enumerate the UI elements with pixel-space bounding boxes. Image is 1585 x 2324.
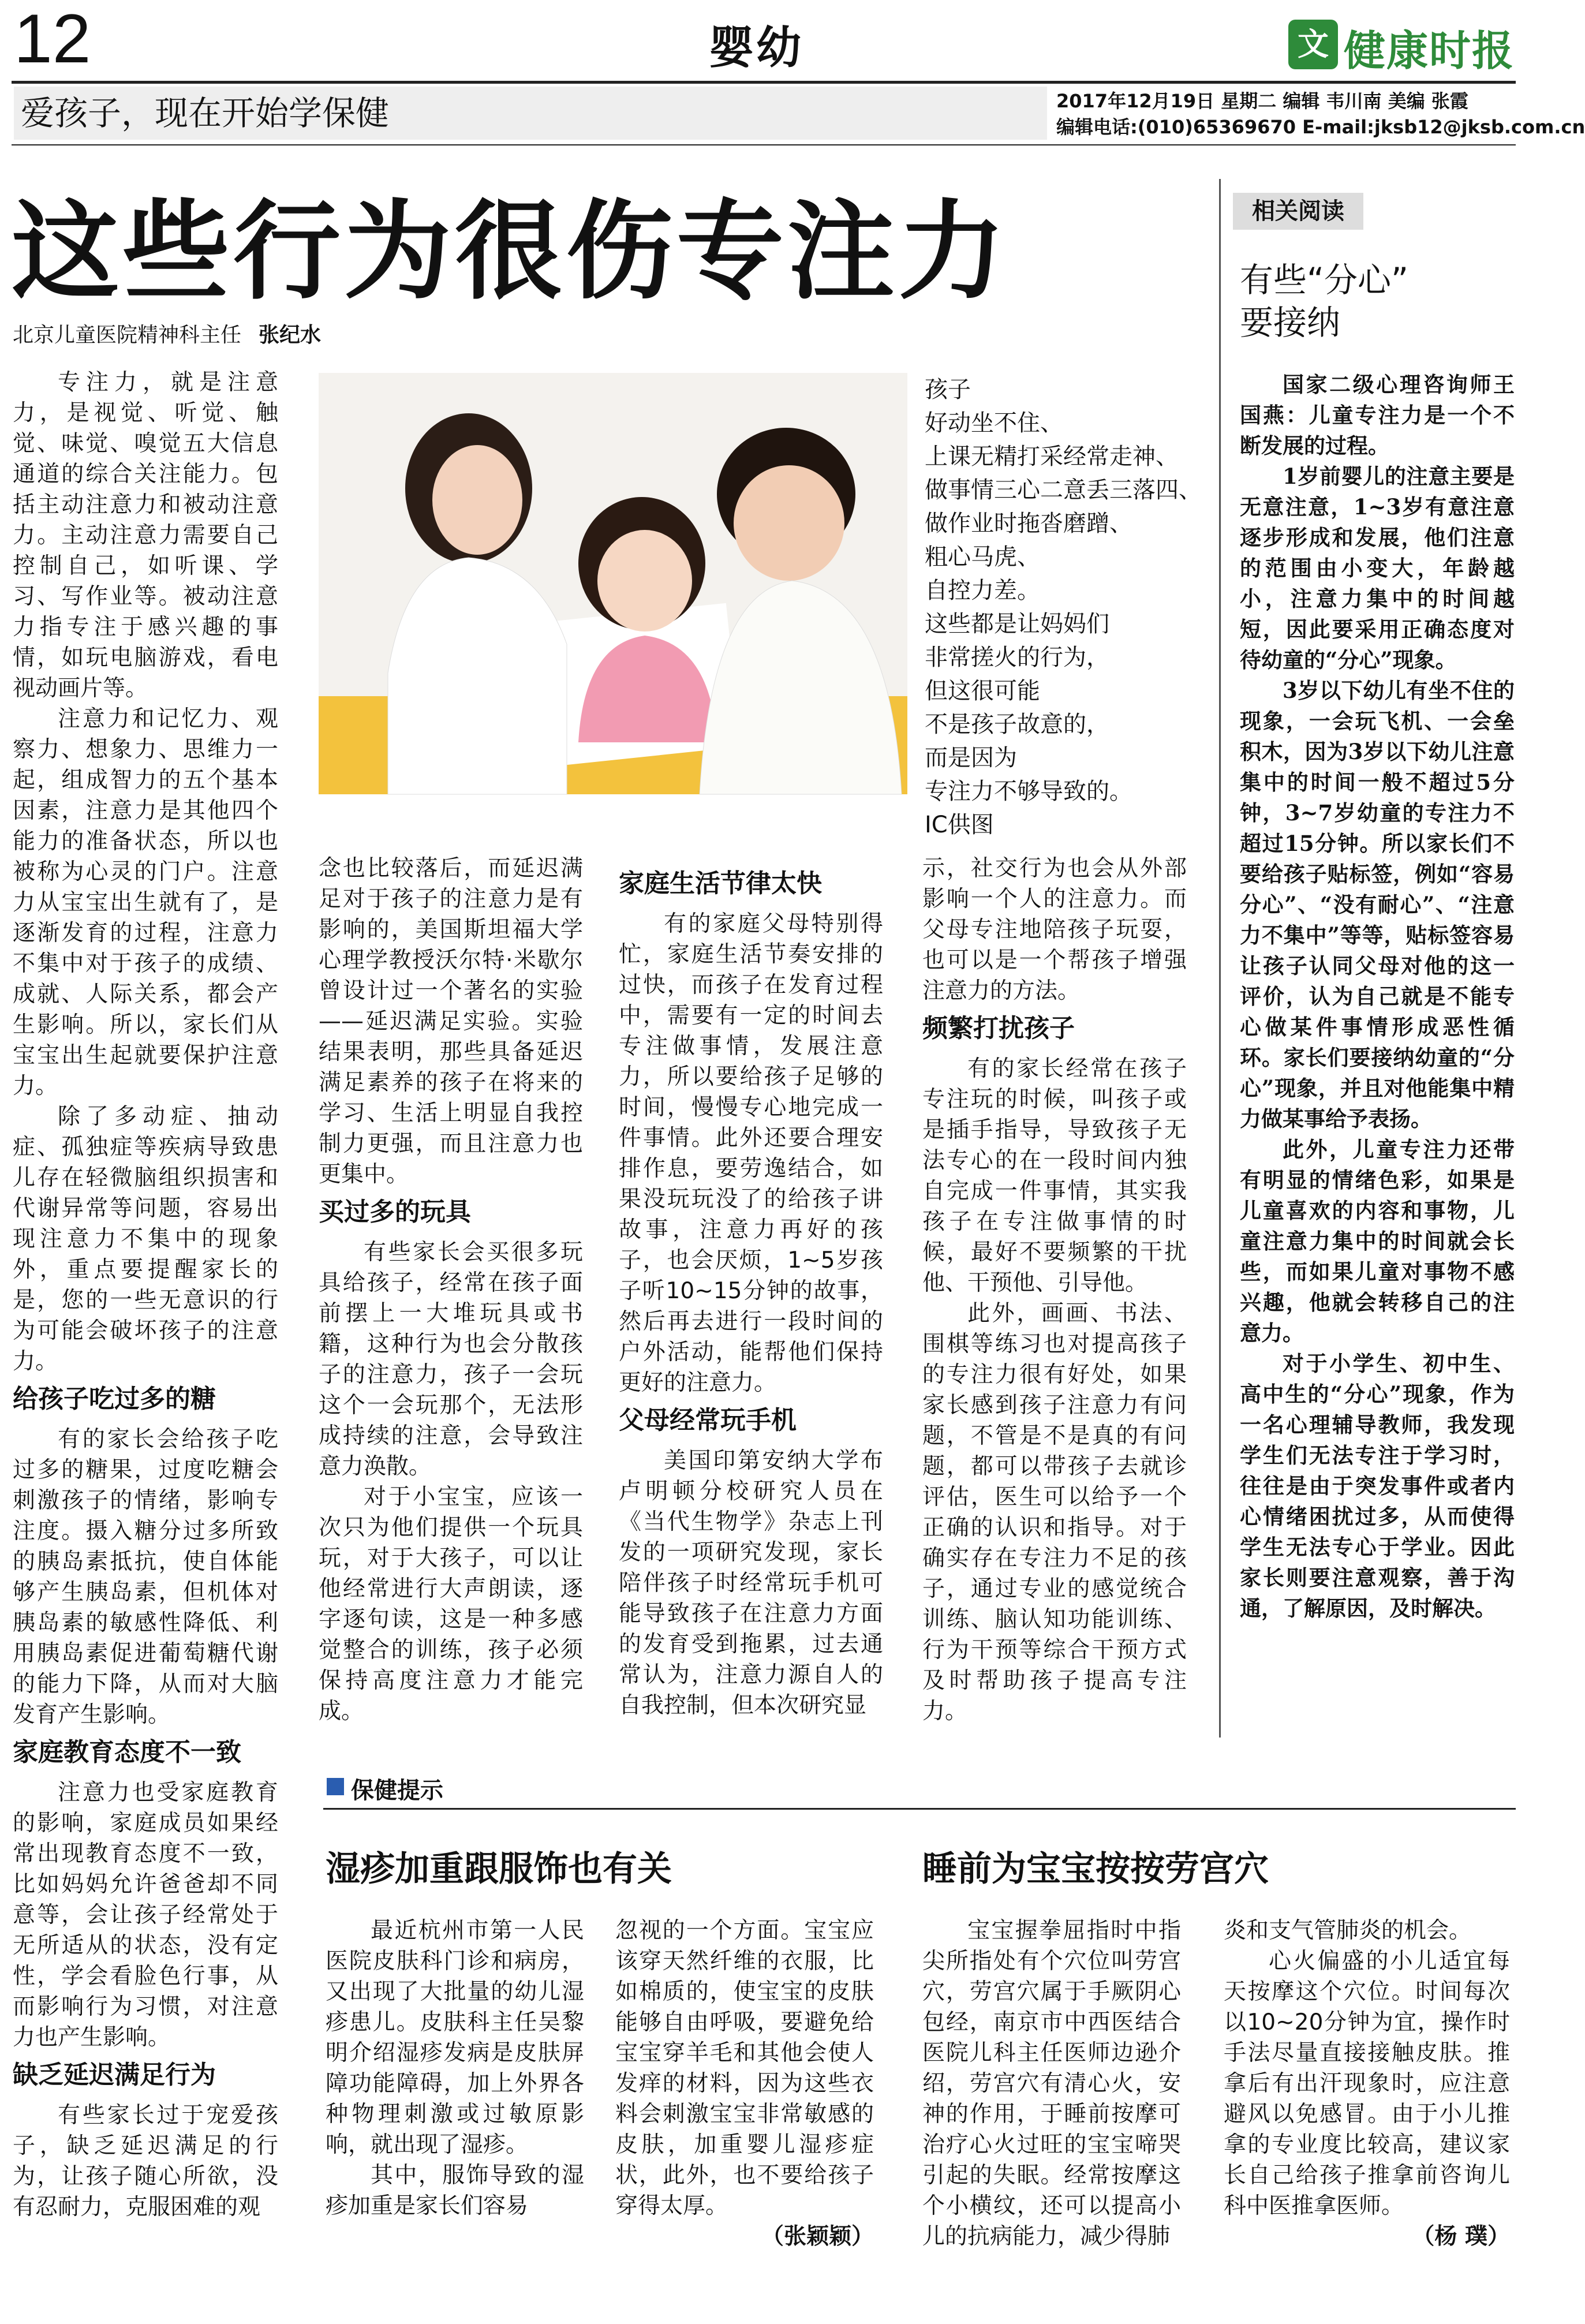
- massage-column-1: [922, 1915, 1181, 2252]
- tips-label: 保健提示: [351, 1777, 443, 1804]
- paragraph: 有的家长会给孩子吃过多的糖果，过度吃糖会刺激孩子的情绪，影响专注度。摄入糖分过多所致的胰岛素抵抗，使自体能够产生胰岛素，但机体对胰岛素的敏感性降低、利用胰岛素促进葡萄糖代谢的能力下降，从而对大脑发育产生影响。: [13, 1426, 278, 1728]
- section-title: 婴幼: [709, 21, 804, 74]
- header-rule: [12, 81, 1516, 84]
- subheading-delay: 缺乏延迟满足行为: [13, 2060, 216, 2090]
- logo-mark-icon: 文: [1288, 20, 1338, 69]
- sidebar-author: 国家二级心理咨询师王国燕：: [1240, 372, 1515, 428]
- paragraph: 最近杭州市第一人民医院皮肤科门诊和病房，又出现了大批量的幼儿湿疹患儿。皮肤科主任吴黎明介绍湿疹发病是皮肤屏障功能障碍，加上外界各种物理刺激或过敏原影响，就出现了湿疹。: [326, 1918, 584, 2158]
- logo-text: 健康时报: [1344, 26, 1515, 75]
- article-photo: [319, 373, 907, 794]
- subheading-rhythm: 家庭生活节律太快: [619, 869, 822, 898]
- tips-rule: [323, 1808, 1516, 1810]
- paragraph: 心火偏盛的小儿适宜每天按摩这个穴位。时间每次以10~20分钟为宜，操作时手法尽量直接接触皮肤。推拿后有出汗现象时，应注意避风以免感冒。由于小儿推拿的专业度比较高，建议家长自己给孩子推拿前咨询儿科中医推拿医师。: [1224, 1948, 1510, 2219]
- paragraph: 美国印第安纳大学布卢明顿分校研究人员在《当代生物学》杂志上刊发的一项研究发现，家长陪伴孩子时经常玩手机可能导致孩子在注意力方面的发育受到拖累，过去通常认为，注意力源自人的自我控制，但本次研究显: [619, 1448, 883, 1718]
- date-editor-line: 2017年12月19日 星期二 编辑 韦川南 美编 张霞: [1056, 90, 1468, 112]
- byline: [13, 319, 321, 348]
- eczema-column-1: [326, 1915, 584, 2221]
- caption-line: 不是孩子故意的，: [925, 711, 1109, 738]
- slogan: 爱孩子，现在开始学保健: [21, 94, 390, 133]
- paragraph: 对于小学生、初中生、高中生的“分心”现象，作为一名心理辅导教师，我发现学生们无法专注于学习时，往往是由于突发事件或者内心情绪困扰过多，从而使得学生无法专心于学业。因此家长则要注意观察，善于沟通，了解原因，及时解决。: [1240, 1351, 1515, 1621]
- caption-line: 粗心马虎、: [925, 544, 1040, 570]
- caption-line: 上课无精打采经常走神、: [925, 443, 1179, 470]
- caption-line: 做作业时拖沓磨蹭、: [925, 510, 1132, 537]
- massage-title: 睡前为宝宝按按劳宫穴: [922, 1849, 1269, 1889]
- paragraph: 此外，儿童专注力还带有明显的情绪色彩，如果是儿童喜欢的内容和事物，儿童注意力集中的时间就会长些，而如果儿童对事物不感兴趣，他就会转移自己的注意力。: [1240, 1137, 1515, 1346]
- byline-org: 北京儿童医院精神科主任: [13, 323, 242, 347]
- sidebar-body: [1240, 369, 1515, 1624]
- photo-caption: [925, 373, 1202, 842]
- sidebar-title: [1240, 259, 1408, 344]
- eczema-title: 湿疹加重跟服饰也有关: [326, 1849, 672, 1889]
- caption-line: 非常搓火的行为，: [925, 644, 1109, 671]
- paragraph: 示，社交行为也会从外部影响一个人的注意力。而父母专注地陪孩子玩耍，也可以是一个帮孩子增强注意力的方法。: [922, 855, 1187, 1004]
- paragraph: 此外，画画、书法、围棋等练习也对提高孩子的专注力很有好处，如果家长感到孩子注意力有问题，不管是不是真的有问题，都可以带孩子去就诊评估，医生可以给予一个正确的认识和指导。对于确实存在专注力不足的孩子，通过专业的感觉统合训练、脑认知功能训练、行为干预等综合干预方式及时帮助孩子提高专注力。: [922, 1301, 1187, 1724]
- paragraph: 宝宝握拳屈指时中指尖所指处有个穴位叫劳宫穴，劳宫穴属于手厥阴心包经，南京市中西医结合医院儿科主任医师边逊介绍，劳宫穴有清心火，安神的作用，于睡前按摩可治疗心火过旺的宝宝啼哭引起的失眠。经常按摩这个小横纹，还可以提高小儿的抗病能力，减少得肺: [922, 1918, 1181, 2250]
- paragraph: [1240, 369, 1515, 461]
- paragraph: 其中，服饰导致的湿疹加重是家长们容易: [326, 2162, 584, 2219]
- tips-marker-icon: [327, 1778, 344, 1795]
- header-rule-thin: [12, 144, 1516, 145]
- paragraph: 念也比较落后，而延迟满足对于孩子的注意力是有影响的，美国斯坦福大学心理学教授沃尔特·米歇尔曾设计过一个著名的实验——延迟满足实验。实验结果表明，那些具备延迟满足素养的孩子在将来的学习、生活上明显自我控制力更强，而且注意力也更集中。: [319, 855, 583, 1187]
- caption-line: 自控力差。: [925, 577, 1040, 604]
- eczema-column-2: [615, 1915, 874, 2252]
- paragraph: 有些家长会买很多玩具给孩子，经常在孩子面前摆上一大堆玩具或书籍，这种行为也会分散孩子的注意力，孩子一会玩这个一会玩那个，无法形成持续的注意，会导致注意力涣散。: [319, 1239, 583, 1479]
- paragraph: 注意力和记忆力、观察力、想象力、思维力一起，组成智力的五个基本因素，注意力是其他四个能力的准备状态，所以也被称为心灵的门户。注意力从宝宝出生就有了，是逐渐发育的过程，注意力不集中对于孩子的成绩、成就、人际关系，都会产生影响。所以，家长们从宝宝出生起就要保护注意力。: [13, 706, 278, 1099]
- article-column-4: [922, 853, 1187, 1727]
- paragraph: 有的家庭父母特别得忙，家庭生活节奏安排的过快，而孩子在发育过程中，需要有一定的时间去专注做事情，发展注意力，所以要给孩子足够的时间，慢慢专心地完成一件事情。此外还要合理安排作息，要劳逸结合，如果没玩玩没了的给孩子讲故事，注意力再好的孩子，也会厌烦，1~5岁孩子听10~15分钟的故事，然后再去进行一段时间的户外活动，能帮他们保持更好的注意力。: [619, 911, 883, 1396]
- massage-author: （杨 璞）: [1412, 2224, 1510, 2250]
- byline-name: 张纪水: [259, 323, 322, 347]
- caption-line: 这些都是让妈妈们: [925, 611, 1109, 637]
- caption-line: 而是因为: [925, 745, 1017, 771]
- article-column-2: [319, 853, 583, 1727]
- paragraph: 注意力也受家庭教育的影响，家庭成员如果经常出现教育态度不一致，比如妈妈允许爸爸却不同意等，会让孩子经常处于无所适从的状态，没有定性，学会看脸色行事，从而影响行为习惯，对注意力也产生影响。: [13, 1780, 278, 2050]
- photo-illustration: [319, 373, 907, 794]
- page-number: 12: [14, 0, 91, 77]
- paragraph: 忽视的一个方面。宝宝应该穿天然纤维的衣服，比如棉质的，使宝宝的皮肤能够自由呼吸，要避免给宝宝穿羊毛和其他会使人发痒的材料，因为这些衣料会刺激宝宝非常敏感的皮肤，加重婴儿湿疹症状，此外，也不要给孩子穿得太厚。: [615, 1918, 874, 2219]
- caption-line: 但这很可能: [925, 678, 1040, 704]
- subheading-family: 家庭教育态度不一致: [13, 1738, 241, 1767]
- sidebar-title-line: 要接纳: [1240, 303, 1341, 342]
- caption-line: 做事情三心二意丢三落四、: [925, 477, 1202, 503]
- subheading-phone: 父母经常玩手机: [619, 1406, 797, 1435]
- paragraph: 除了多动症、抽动症、孤独症等疾病导致患儿存在轻微脑组织损害和代谢异常等问题，容易出现注意力不集中的现象外，重点要提醒家长的是，您的一些无意识的行为可能会破坏孩子的注意力。: [13, 1104, 278, 1374]
- caption-credit: IC供图: [925, 812, 994, 838]
- caption-line: 孩子: [925, 376, 971, 403]
- sidebar-divider: [1219, 179, 1221, 1738]
- article-column-1: [13, 367, 278, 2222]
- paragraph: 3岁以下幼儿有坐不住的现象，一会玩飞机、一会垒积木，因为3岁以下幼儿注意集中的时间一般不超过5分钟，3~7岁幼童的专注力不超过15分钟。所以家长们不要给孩子贴标签，例如“容易分心”、“没有耐心”、“注意力不集中”等等，贴标签容易让孩子认同父母对他的这一评价，认为自己就是不能专心做某件事情形成恶性循环。家长们要接纳幼童的“分心”现象，并且对他能集中精力做某事给予表扬。: [1240, 678, 1515, 1131]
- sidebar-lead: 儿童专注力是一个不断发展的过程。: [1240, 402, 1515, 458]
- contact-line: 编辑电话:(010)65369670 E-mail:jksb12@jksb.com.cn: [1056, 116, 1585, 138]
- sidebar-title-line: 有些“分心”: [1240, 260, 1409, 300]
- paragraph: 1岁前婴儿的注意主要是无意注意，1~3岁有意注意逐步形成和发展，他们注意的范围由小变大，年龄越小，注意力集中的时间越短，因此要采用正确态度对待幼童的“分心”现象。: [1240, 464, 1515, 672]
- headline: 这些行为很伤专注力: [12, 188, 1010, 314]
- subheading-disturb: 频繁打扰孩子: [922, 1014, 1075, 1043]
- subheading-sugar: 给孩子吃过多的糖: [13, 1384, 216, 1414]
- article-column-3: [619, 861, 883, 1721]
- paragraph: 有些家长过于宠爱孩子，缺乏延迟满足的行为，让孩子随心所欲，没有忍耐力，克服困难的观: [13, 2102, 278, 2220]
- paragraph: 专注力，就是注意力，是视觉、听觉、触觉、味觉、嗅觉五大信息通道的综合关注能力。包括主动注意力和被动注意力。主动注意力需要自己控制自己，如听课、学习、写作业等。被动注意力指专注于感兴趣的事情，如玩电脑游戏，看电视动画片等。: [13, 369, 278, 701]
- eczema-author: （张颖颖）: [761, 2224, 874, 2250]
- paragraph: 有的家长经常在孩子专注玩的时候，叫孩子或是插手指导，导致孩子无法专心的在一段时间内独自完成一件事情，其实我孩子在专注做事情的时候，最好不要频繁的干扰他、干预他、引导他。: [922, 1056, 1187, 1296]
- newspaper-logo: [1288, 17, 1513, 77]
- paragraph: 对于小宝宝，应该一次只为他们提供一个玩具玩，对于大孩子，可以让他经常进行大声朗读，逐字逐句读，这是一种多感觉整合的训练，孩子必须保持高度注意力才能完成。: [319, 1484, 583, 1724]
- subheading-toys: 买过多的玩具: [319, 1197, 471, 1227]
- massage-column-2: [1224, 1915, 1510, 2252]
- related-reading-tag: 相关阅读: [1233, 193, 1363, 230]
- caption-line: 好动坐不住、: [925, 410, 1063, 436]
- caption-line: 专注力不够导致的。: [925, 778, 1132, 805]
- paragraph: 炎和支气管肺炎的机会。: [1224, 1918, 1472, 1944]
